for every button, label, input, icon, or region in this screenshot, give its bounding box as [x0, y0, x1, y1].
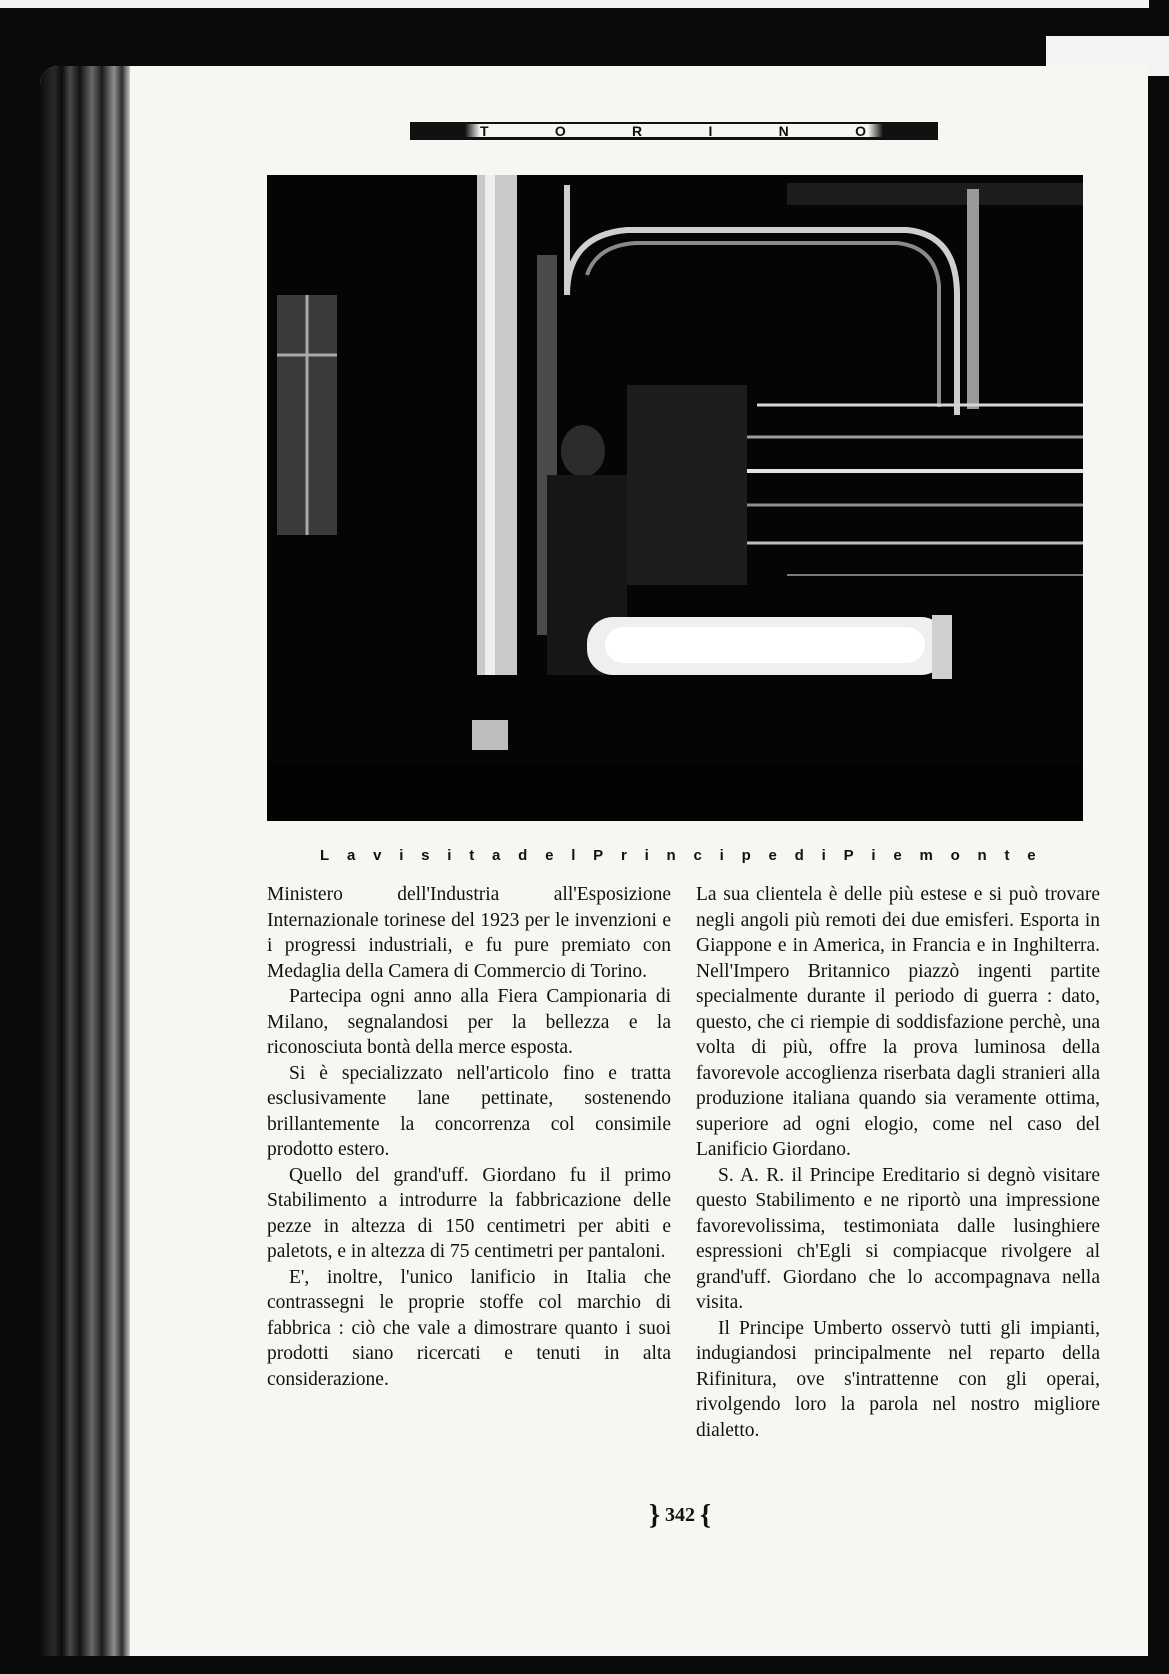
- caption-letter: r: [620, 846, 627, 864]
- caption-letter: e: [545, 846, 554, 864]
- caption-letter: e: [1027, 846, 1036, 864]
- running-header: [410, 122, 938, 140]
- left-ornament-icon: }: [648, 1500, 660, 1531]
- paragraph: Si è specializzato nell'articolo fino e tratta esclusivamente lane pettinate, sostenendo brillantemente la concorrenza col consimile prodotto estero.: [267, 1062, 671, 1160]
- paragraph: E', inoltre, l'unico lanificio in Italia che contrassegni le proprie stoffe col marchio di fabbrica : ciò che vale a dimostrare quanto i suoi prodotti siano ricercati e tenuti in alta considerazione.: [267, 1266, 671, 1390]
- paragraph: Ministero dell'Industria all'Esposizione Internazionale torinese del 1923 per le invenzioni e i progressi industriali, e fu pure premiato con Medaglia della Camera di Commercio di Torino.: [267, 884, 671, 982]
- caption-letter: t: [469, 846, 475, 864]
- caption-letter: i: [399, 846, 404, 864]
- header-letter: I: [708, 122, 715, 139]
- caption-letter: n: [666, 846, 676, 864]
- caption-letter: n: [977, 846, 987, 864]
- caption-letter: s: [421, 846, 430, 864]
- caption-letter: t: [1004, 846, 1010, 864]
- photo-caption: [320, 844, 1036, 866]
- paragraph: Il Principe Umberto osservò tutti gli impianti, indugiandosi principalmente nel reparto della Rifinitura, ove s'intrattenne con gli operai, rivolgendo loro la parola nel nostro migliore dialetto.: [696, 1317, 1100, 1441]
- paragraph: S. A. R. il Principe Ereditario si degnò visitare questo Stabilimento e ne riportò una impressione favorevolissima, testimoniata dalle lusinghiere espressioni ch'Egli si compiacque rivolgere al grand'uff. Giordano che lo accompagnava nella visita.: [696, 1164, 1100, 1313]
- top-margin-strip: [0, 0, 1149, 8]
- paragraph: Quello del grand'uff. Giordano fu il primo Stabilimento a introdurre la fabbricazione delle pezze in altezza di 150 centimetri per abiti e paletots, e in altezza di 75 centimetri per pantaloni.: [267, 1164, 671, 1262]
- caption-letter: m: [919, 846, 933, 864]
- left-text-column: [267, 882, 671, 1392]
- right-ornament-icon: {: [700, 1500, 712, 1531]
- caption-letter: d: [518, 846, 528, 864]
- header-letter: O: [855, 122, 868, 139]
- page-number-value: 342: [665, 1504, 695, 1526]
- header-letter: N: [778, 122, 791, 139]
- caption-letter: L: [320, 846, 330, 864]
- page-spine-edges: [40, 66, 130, 1656]
- caption-letter: o: [950, 846, 960, 864]
- caption-letter: P: [843, 846, 854, 864]
- page-number: [630, 1500, 730, 1532]
- caption-letter: a: [492, 846, 501, 864]
- caption-letter: i: [871, 846, 876, 864]
- caption-letter: a: [346, 846, 356, 864]
- caption-letter: i: [719, 846, 724, 864]
- caption-letter: e: [893, 846, 902, 864]
- caption-letter: v: [373, 846, 382, 864]
- caption-letter: P: [593, 846, 604, 864]
- caption-letter: p: [741, 846, 751, 864]
- paragraph: La sua clientela è delle più estese e si può trovare negli angoli più remoti dei due emisferi. Esporta in Giappone e in America, in Francia e in Inghilterra. Nell'Impero Britannico piazzò ingenti partite specialmente durante il periodo di guerra : dato, questo, che ci riempie di soddisfazione perchè, una volta di più, offre la prova luminosa della favorevole accoglienza riserbata dagli stranieri alla produzione italiana quando sia veramente ottima, superiore ad ogni elogio, come nel caso del Lanificio Giordano.: [696, 884, 1100, 1160]
- header-letter: T: [480, 122, 491, 139]
- caption-letter: c: [693, 846, 702, 864]
- factory-photograph: [267, 175, 1083, 821]
- caption-letter: i: [821, 846, 826, 864]
- caption-letter: i: [644, 846, 649, 864]
- paragraph: Partecipa ogni anno alla Fiera Campionaria di Milano, segnalandosi per la bellezza e la riconosciuta bontà della merce esposta.: [267, 986, 671, 1058]
- header-letter: R: [632, 122, 645, 139]
- caption-letter: e: [768, 846, 777, 864]
- caption-letter: i: [447, 846, 452, 864]
- photo-illustration: [267, 175, 1083, 821]
- right-text-column: [696, 882, 1100, 1443]
- caption-letter: d: [794, 846, 804, 864]
- caption-letter: l: [571, 846, 576, 864]
- header-letter: O: [554, 122, 568, 139]
